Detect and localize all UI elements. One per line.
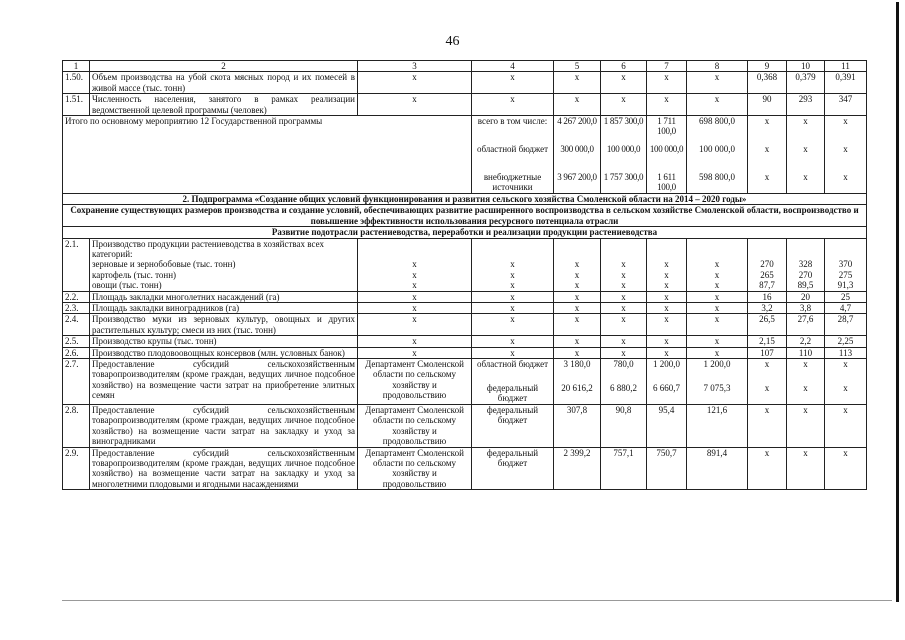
subprogram-row [63,194,867,205]
cell-total [554,238,601,291]
cell-target1 [748,238,787,291]
value: 6 660,7 [653,383,680,394]
cell-year2: 750,7 [647,447,687,490]
goal-row [63,205,867,227]
cell-year3 [687,238,748,291]
cell-year2: х [647,314,687,336]
header-cell: 4 [472,61,554,72]
cell-year1: х [601,314,647,336]
cell-year3: х [687,347,748,358]
cell-target1: 16 [748,291,787,302]
row-name: Предоставление субсидий сельскохозяйственным товаропроизводителям (кроме граждан, ведущих личное подсобное хозяйство) на возмещение части затрат на закладку и уход за многолетними плодовыми и ягодными насаждениями [90,447,358,490]
row-number: 2.6. [63,347,90,358]
cell-target3: 28,7 [825,314,867,336]
row-name: Численность населения, занятого в рамках реализации ведомственной целевой программы (человек) [90,94,358,116]
value: 87,7 [759,280,775,291]
value: х [843,383,848,394]
page-edge-rule [896,2,899,602]
value: 1 711 100,0 [657,116,676,137]
cell-source: х [472,94,554,116]
cell-year2: х [647,72,687,94]
cell-target3: х [825,404,867,447]
source-label: областной бюджет [476,359,549,370]
row-number: 2.7. [63,359,90,405]
cell-total [554,359,601,405]
table-row [63,404,867,447]
value: 270 [798,269,813,280]
value: 598 800,0 [699,172,735,183]
row-title: Производство продукции растениеводства в хозяйствах всех категорий: [92,238,324,260]
value: 1 757 300,0 [603,172,644,183]
table-row [63,94,867,116]
value: 100 000,0 [606,144,641,155]
total-col7 [647,116,687,194]
value: 1 200,0 [653,359,680,370]
row-number: 2.4. [63,314,90,336]
total-row [63,116,867,194]
value: 20 616,2 [561,383,593,394]
cell-target2: 0,379 [787,72,825,94]
cell-target3: 2,25 [825,336,867,347]
cell-year1: х [601,94,647,116]
program-table [62,60,867,490]
header-cell: 8 [687,61,748,72]
cell-target3: 25 [825,291,867,302]
value: х [764,144,770,155]
header-cell: 7 [647,61,687,72]
row-number: 1.51. [63,94,90,116]
value: х [412,269,417,280]
table-row [63,347,867,358]
cell-year2: х [647,303,687,314]
cell-target2: 20 [787,291,825,302]
value: х [764,116,770,127]
cell-executor [358,238,472,291]
row-name: Производство крупы (тыс. тонн) [90,336,358,347]
cell-executor: Департамент Смоленской области по сельскому хозяйству и продовольствию [358,359,472,405]
cell-source: х [472,303,554,314]
cell-year1: х [601,336,647,347]
value: х [803,359,808,370]
cell-target2: 293 [787,94,825,116]
cell-executor: х [358,347,472,358]
row-number: 2.9. [63,447,90,490]
cell-year3: 891,4 [687,447,748,490]
value: х [843,144,848,155]
cell-year1: 757,1 [601,447,647,490]
header-cell: 9 [748,61,787,72]
cell-executor: х [358,72,472,94]
item-name: овощи (тыс. тонн) [92,280,162,291]
cell-executor: х [358,291,472,302]
value: 1 857 300,0 [603,116,644,127]
cell-target3: 0,391 [825,72,867,94]
cell-year2 [647,359,687,405]
value: х [714,269,720,280]
cell-total: х [554,303,601,314]
cell-target1: 26,5 [748,314,787,336]
source-label: всего в том числе: [477,116,548,127]
task-row [63,227,867,238]
cell-target3: х [825,447,867,490]
table-row [63,238,867,291]
cell-year2: х [647,94,687,116]
row-name [90,238,358,291]
row-number: 2.1. [63,238,90,291]
total-col6 [601,116,647,194]
value: 275 [838,269,853,280]
cell-total: 307,8 [554,404,601,447]
value: х [664,280,669,291]
value: х [664,259,669,270]
cell-year1: х [601,347,647,358]
cell-total: 2 399,2 [554,447,601,490]
value: 300 000,0 [560,144,594,155]
cell-target2 [787,238,825,291]
cell-total: х [554,72,601,94]
cell-total: х [554,291,601,302]
value: х [621,280,626,291]
header-cell: 10 [787,61,825,72]
cell-year2: х [647,336,687,347]
value: 100 000,0 [649,144,684,155]
row-number: 2.8. [63,404,90,447]
value: х [412,280,417,291]
value: 6 880,2 [610,383,637,394]
table-row [63,447,867,490]
cell-year3: х [687,314,748,336]
cell-year3 [687,359,748,405]
cell-year1: х [601,303,647,314]
source-label: областной бюджет [476,144,549,155]
value: 3 967 200,0 [557,172,597,183]
cell-source: х [472,291,554,302]
total-col11 [825,116,867,194]
cell-target2 [787,359,825,405]
cell-year2 [647,238,687,291]
cell-year1: х [601,291,647,302]
cell-year3: х [687,291,748,302]
value: х [621,259,626,270]
header-cell: 11 [825,61,867,72]
value: 1 611 100,0 [657,172,676,193]
value: х [510,259,515,270]
value: 328 [798,259,813,270]
value: х [714,280,720,291]
header-row [63,61,867,72]
value: х [843,359,848,370]
value: 698 800,0 [699,116,735,127]
cell-target1 [748,359,787,405]
total-sources [472,116,554,194]
cell-target1: 90 [748,94,787,116]
header-cell: 1 [63,61,90,72]
value: х [803,383,808,394]
cell-source: х [472,347,554,358]
header-cell: 5 [554,61,601,72]
cell-target2: 110 [787,347,825,358]
page-number: 46 [445,34,460,49]
cell-year2: х [647,291,687,302]
value: х [664,269,669,280]
total-col10 [787,116,825,194]
row-number: 2.3. [63,303,90,314]
row-name: Площадь закладки многолетних насаждений (га) [90,291,358,302]
row-name: Производство муки из зерновых культур, овощных и других растительных культур; смеси из них (тыс. тонн) [90,314,358,336]
subprogram-title: 2. Подпрограмма «Создание общих условий функционирования и развития сельского хозяйства Смоленской области на 2014 – 2020 годы» [63,194,867,205]
goal-text: Сохранение существующих размеров производства и создание условий, обеспечивающих развитие расширенного воспроизводства в сельском хозяйстве Смоленской области, воспроизводство и повышение эффективности использования ресурсного потенциала отрасли [63,205,867,227]
cell-target2: 27,6 [787,314,825,336]
cell-year1 [601,238,647,291]
value: х [621,269,626,280]
cell-total: х [554,347,601,358]
cell-executor: х [358,94,472,116]
cell-target1: х [748,404,787,447]
cell-year3: 121,6 [687,404,748,447]
value: 7 075,3 [703,383,731,394]
value: 100 000,0 [699,144,735,155]
header-cell: 3 [358,61,472,72]
cell-executor: Департамент Смоленской области по сельскому хозяйству и продовольствию [358,404,472,447]
cell-source: х [472,336,554,347]
total-col5 [554,116,601,194]
row-number: 2.2. [63,291,90,302]
cell-year2: 95,4 [647,404,687,447]
value: 4 267 200,0 [557,116,597,127]
cell-year1: 90,8 [601,404,647,447]
value: х [843,116,848,127]
row-name: Объем производства на убой скота мясных пород и их помесей в живой массе (тыс. тонн) [90,72,358,94]
value: 780,0 [613,359,634,370]
row-name: Площадь закладки виноградников (га) [90,303,358,314]
cell-target2: 2,2 [787,336,825,347]
total-col9 [748,116,787,194]
cell-total: х [554,94,601,116]
cell-target3: 113 [825,347,867,358]
value: х [764,359,770,370]
value: х [843,172,848,183]
value: 265 [760,269,774,280]
cell-total: х [554,336,601,347]
value: 370 [838,259,853,270]
cell-executor: х [358,314,472,336]
source-label: внебюджетные источники [483,172,542,193]
page-bottom-rule [62,600,892,601]
value: 3 180,0 [563,359,591,370]
cell-target3 [825,238,867,291]
table-row [63,303,867,314]
value: 1 200,0 [703,359,731,370]
cell-target1: 2,15 [748,336,787,347]
cell-year3: х [687,303,748,314]
cell-source [472,238,554,291]
value: х [412,259,417,270]
cell-year1: х [601,72,647,94]
row-name: Производство плодовоовощных консервов (млн. условных банок) [90,347,358,358]
table-row [63,72,867,94]
cell-executor: х [358,336,472,347]
cell-target3 [825,359,867,405]
value: х [574,269,580,280]
cell-year3: х [687,72,748,94]
cell-source: федеральный бюджет [472,404,554,447]
cell-source: х [472,72,554,94]
cell-total: х [554,314,601,336]
row-number: 2.5. [63,336,90,347]
total-label: Итого по основному мероприятию 12 Государственной программы [63,116,472,194]
row-name: Предоставление субсидий сельскохозяйственным товаропроизводителям (кроме граждан, ведущих личное подсобное хозяйство) на возмещение части затрат на закладку и уход за виноградниками [90,404,358,447]
cell-target2: 3,8 [787,303,825,314]
value: х [510,280,515,291]
table-row [63,314,867,336]
cell-target3: 4,7 [825,303,867,314]
cell-source: х [472,314,554,336]
value: х [574,280,580,291]
table-row [63,291,867,302]
value: 270 [760,259,774,270]
total-col8 [687,116,748,194]
value: х [574,259,580,270]
cell-target2: х [787,404,825,447]
cell-source [472,359,554,405]
value: х [714,259,720,270]
value: х [803,144,808,155]
source-label: федеральный бюджет [486,383,539,404]
header-cell: 6 [601,61,647,72]
cell-executor: Департамент Смоленской области по сельскому хозяйству и продовольствию [358,447,472,490]
header-cell: 2 [90,61,358,72]
cell-year3: х [687,336,748,347]
cell-target1: 0,368 [748,72,787,94]
row-name: Предоставление субсидий сельскохозяйственным товаропроизводителям (кроме граждан, ведущих личное подсобное хозяйство) на возмещение части затрат на приобретение элитных семян [90,359,358,405]
cell-target1: х [748,447,787,490]
row-number: 1.50. [63,72,90,94]
cell-year3: х [687,94,748,116]
value: х [764,172,770,183]
value: 91,3 [837,280,854,291]
item-name: картофель (тыс. тонн) [92,269,177,280]
cell-target2: х [787,447,825,490]
task-text: Развитие подотрасли растениеводства, переработки и реализации продукции растениеводства [63,227,867,238]
cell-year2: х [647,347,687,358]
cell-target1: 107 [748,347,787,358]
cell-source: федеральный бюджет [472,447,554,490]
value: х [510,269,515,280]
cell-target3: 347 [825,94,867,116]
value: 89,5 [797,280,814,291]
item-name: зерновые и зернобобовые (тыс. тонн) [92,259,236,270]
cell-executor: х [358,303,472,314]
value: х [803,172,808,183]
table-row [63,359,867,405]
table-row [63,336,867,347]
cell-target1: 3,2 [748,303,787,314]
cell-year1 [601,359,647,405]
value: х [803,116,808,127]
value: х [764,383,770,394]
